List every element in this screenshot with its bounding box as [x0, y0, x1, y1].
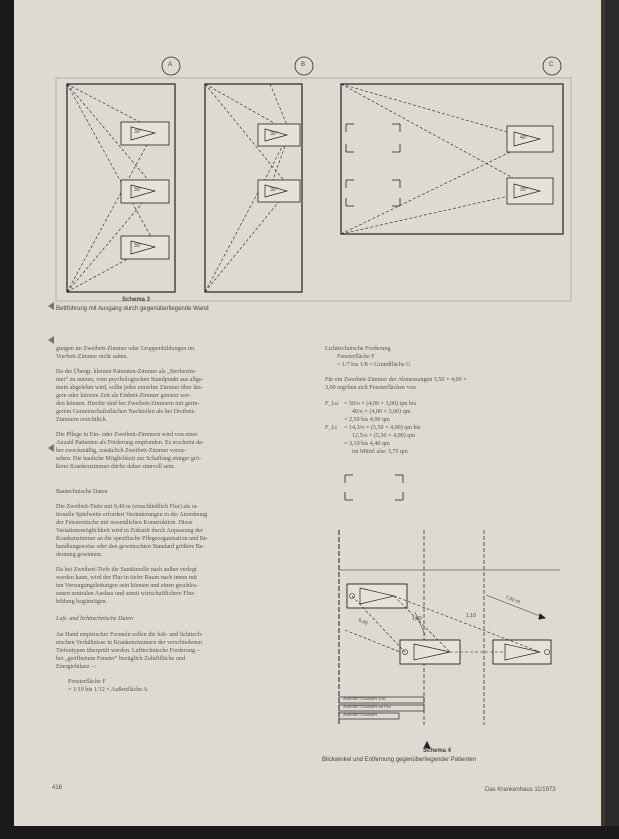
text-line: Variationsmöglichkeit wird in Zukunft durch Anpassung der [56, 528, 203, 534]
schema-4-title: Schema 4 [423, 748, 452, 754]
panel-c-room [341, 84, 563, 234]
text-line: Die Pflege in Ein- oder Zweibett-Zimmern wird von einer [56, 432, 198, 438]
text-line: Die Zweibett-Tiefe mit 8,40 m (einschließlich Flur) als ra- [56, 504, 199, 510]
text-line: Anzahl Patienten als Förderung empfunden. Es erscheint da- [56, 440, 204, 446]
text-line: deutung gewinnen. [56, 552, 103, 558]
text-line: mer“ zu nutzen, vom psychologischen Standpunkt aus allge- [56, 377, 204, 383]
tape-label: ZWEIBETTZIMMER [343, 713, 378, 717]
formula-line: = 3,10 bis 4,40 qm [344, 441, 390, 447]
bed-angle-label: 40° [520, 135, 528, 141]
text-line: nischen Verhältnisse in Krankenzimmern der verschiedenen [56, 640, 202, 646]
text-line: senen zentralen Ausbau und somit wirtschaftlichere Flur- [56, 591, 196, 597]
text-line: ten Versorgungsleitungen sein können und einen geschlos- [56, 583, 199, 589]
bed-angle-label: 30° [134, 187, 142, 193]
formula-line: = 50/o × (4,00 × 3,00) qm bis [344, 401, 417, 407]
text-line: Lichttechnische Forderung [325, 346, 391, 352]
text-line: 3,00 ergeben sich Fensterflächen von [325, 385, 416, 391]
text-line: Krankenzimmer an die spezifische Pflegeorganisation und Be- [56, 536, 209, 542]
section-heading: Bautechnische Daten [56, 489, 108, 495]
formula-line: = 2,50 bis 4,00 qm [344, 417, 390, 423]
schema-3-title: Schema 3 [122, 297, 151, 303]
text-line: Fensterfläche F [337, 354, 375, 360]
tape-label: ZWEIBETTZIMMER 3,50 [343, 697, 386, 701]
text-line: = 1/7 bis 1/8 × Grundfläche G [337, 362, 411, 368]
formula-line: = 1/10 bis 1/12 × Außenfläche A [68, 687, 148, 693]
formula-line: 12,5/o × (5,50 × 4,00) qm [352, 433, 416, 439]
schema-4-caption: Blickwinkel und Entfernung gegenüberliegender Patienten [322, 757, 477, 763]
dimension-label: 7,50 m [504, 594, 521, 606]
panel-a-room [67, 84, 175, 292]
journal-footer: Das Krankenhaus 11/1973 [485, 787, 556, 793]
thumb-mark-2 [48, 336, 54, 344]
text-line: Für ein Zweibett-Zimmer der Abmessungen 5,50 × 4,00 × [325, 377, 467, 383]
text-line: mein abgelehnt wird, sollte jedes einzelne Zimmer über län- [56, 385, 203, 391]
bed-angle-label: 30° [270, 131, 278, 137]
formula-line: Fensterfläche F [68, 679, 106, 685]
text-line: her zweckmäßig, zusätzlich Zweibett-Zimmer vorzu- [56, 448, 186, 454]
panel-a-label: A [168, 62, 173, 68]
formula-label: F_Li [325, 425, 337, 431]
text-line: gungen im Zweibett-Zimmer oder Gruppenbildungen im [56, 346, 195, 352]
text-line: werden kann, wird der Flur in tiefer Raum nach innen mit [56, 575, 197, 581]
text-line: ßerer Krankenzimmer dürfte daher sinnvoll sein. [56, 464, 175, 470]
text-line: Da die Übergr. kleinen Patienten-Zimmer als „Sterbezim- [56, 369, 197, 375]
text-line: handlungsweise oder den gewünschten Standard größere Be- [56, 544, 205, 550]
text-line: der Fensternische mit wesentlichen Konstruktion. Diese [56, 520, 193, 526]
text-line: Da bei Zweibett-Tiefe die Sanitärzelle nach außen verlegt [56, 567, 197, 573]
dimension-label: 5,00 [357, 617, 369, 627]
formula-line: 40/o × (4,00 × 3,00) qm [352, 409, 411, 415]
text-line: sehen. Die bauliche Möglichkeit zur Schaffung einiger grö- [56, 456, 202, 462]
tape-label: ZWEIBETTZIMMER mit Flur [343, 705, 391, 709]
text-line: An Hand empirischer Formeln sollen die luft- und lichttech- [56, 632, 203, 638]
thumb-mark-3 [48, 444, 54, 452]
dimension-label: 1,00 [412, 616, 422, 622]
text-line: Energiebilanz –: [56, 664, 96, 670]
text-line: gere oder kürzere Zeit als Einbett-Zimmer genutzt wer- [56, 393, 192, 399]
text-line: Zimmern ersichtlich. [56, 417, 108, 423]
panel-b-room [205, 84, 302, 292]
formula-line: im Mittel also 3,75 qm [352, 449, 408, 455]
text-line: tionelle Spielweite erfordert Veränderungen in der Anordnung [56, 512, 208, 518]
text-line: gerem Gemeinschaftsflächen Nachteilen als bei Dreibett- [56, 409, 196, 415]
bed-angle-label: 30° [134, 243, 142, 249]
bed-angle-label: 30° [270, 187, 278, 193]
text-line: bei „geöffnetem Fenster“ bezüglich Zuluftfläche und [56, 656, 185, 662]
italic-heading: Luft- und lichttechnische Daten [56, 616, 134, 622]
formula-label: F_Lu [325, 401, 339, 407]
dimension-label: 1,10 [466, 613, 476, 619]
thumb-mark [48, 302, 54, 310]
text-line: den können. Hierfür sind bei Zweibett-Zimmern mit gerin- [56, 401, 200, 407]
page-number: 416 [52, 785, 63, 791]
text-line: Vierbett-Zimmer nicht sahen. [56, 354, 128, 360]
text-line: Tiefentypen überprüft werden. Lufttechnische Forderung – [56, 648, 200, 654]
formula-line: = 14,3/o × (5,50 × 4,00) qm bis [344, 425, 421, 431]
panel-b-label: B [301, 62, 306, 68]
schema-3-caption: Bettführung mit Ausgang durch gegenüberliegende Wand [56, 306, 209, 312]
bed-angle-label: 30° [520, 187, 528, 193]
bed-angle-label: 30° [134, 129, 142, 135]
panel-c-label: C [549, 62, 554, 68]
text-line: bildung begünstigen. [56, 599, 108, 605]
